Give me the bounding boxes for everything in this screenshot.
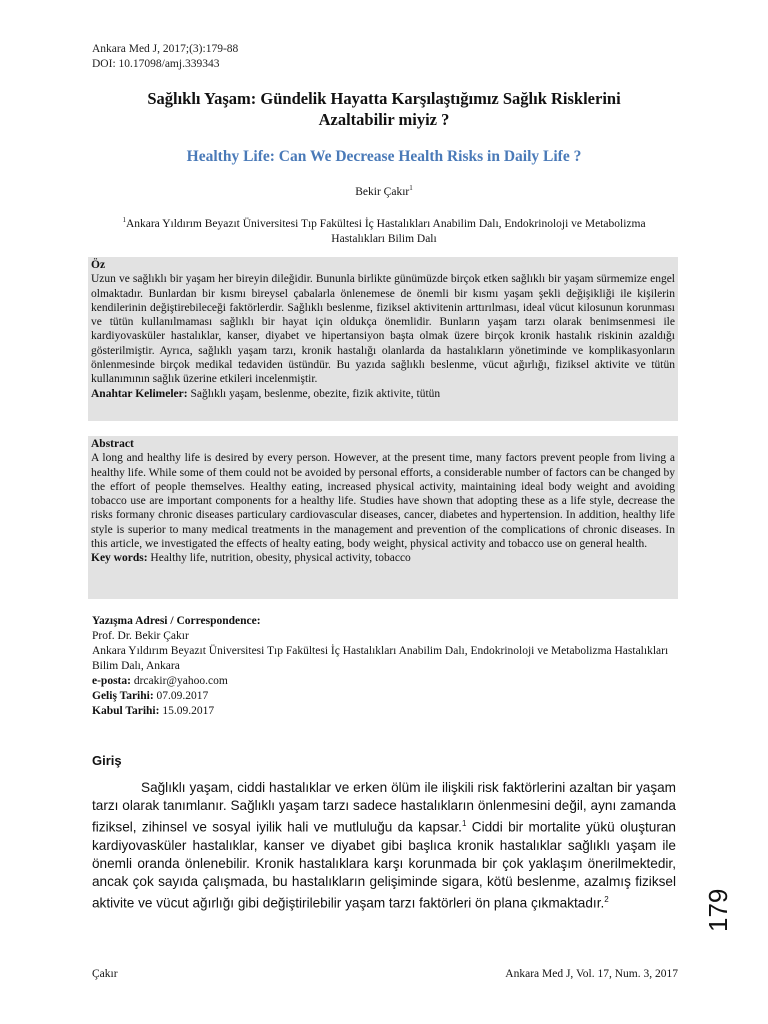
received-label: Geliş Tarihi: (92, 690, 154, 702)
intro-paragraph (92, 779, 676, 912)
affiliation-text: Ankara Yıldırım Beyazıt Üniversitesi Tıp Fakültesi İç Hastalıkları Anabilim Dalı, Endokrinoloji ve Metabolizma Hastalıkları Bilim Dalı (125, 217, 646, 245)
footer-journal: Ankara Med J, Vol. 17, Num. 3, 2017 (505, 968, 678, 980)
intro-heading: Giriş (92, 753, 122, 768)
abstract-keywords (91, 551, 675, 565)
abstract-heading: Abstract (91, 438, 134, 450)
oz-text: Uzun ve sağlıklı bir yaşam her bireyin dileğidir. Bununla birlikte günümüzde birçok etken sağlıklı bir yaşam sürmemize engel olmaktadır. Bunlardan bir kısmı bireysel çabalarla önlenemese de önemli bir kısmı yaşam şekli değişikliği ile kişilerin kendilerinin değiştirebileceği faktörlerdir. Sağlıklı beslenme, fiziksel aktivitenin arttırılması, ideal vücut kilosunun korunması ve tütün kullanılmaması sağlıklı bir hayat için oldukça önemlidir. Bunların yaşam tarzı olarak benimsenmesi ile kardiyovasküler hastalıklar, kanser, diyabet ve hipertansiyon başta olmak üzere birçok kronik hastalık riskinin azaldığı gösterilmiştir. Ayrıca, sağlıklı yaşam tarzı, kronik hastalığı olanlarda da hastalıkların yönetiminde ve komplikasyonların önlenmesinde birçok medikal tedaviden üstündür. Bu yazıda sağlıklı beslenme, vücut ağırlığı, fiziksel aktivite ve tütün kullanımının sağlık üzerine etkileri incelenmiştir. (91, 273, 675, 386)
correspondence-heading: Yazışma Adresi / Correspondence: (92, 615, 261, 627)
intro-text-a: Sağlıklı yaşam, ciddi hastalıklar ve erken ölüm ile ilişkili risk faktörlerini azaltan bir yaşam tarzı olarak tanımlanır. Sağlıklı yaşam tarzı sadece hastalıkların önlenmesini değil, aynı zamanda fiziksel, zihinsel ve sosyal iyilik hali ve mutluluğu da kapsar. (92, 780, 676, 835)
accepted-label: Kabul Tarihi: (92, 705, 160, 717)
author-name: Bekir Çakır (355, 185, 410, 198)
title-turkish (60, 88, 708, 130)
author (40, 184, 728, 198)
accepted-row (92, 704, 682, 719)
intro-text-b: Ciddi bir mortalite yükü oluşturan kardiyovasküler hastalıklar, kanser ve diyabet gibi başlıca kronik hastalıklar sağlıklı yaşam ile önemli oranda önlenebilir. Kronik hastalıklara karşı korunmada bir çok yaklaşım önerilmektedir, ancak çok sayıda çalışmada, bu hastalıkların gelişiminde sigara, kötü beslenme, azalmış fiziksel aktivite ve vücut ağırlığı gibi değiştirilebilir yaşam tarzı faktörleri ön plana çıkmaktadır. (92, 819, 676, 911)
oz-keywords-text: Sağlıklı yaşam, beslenme, obezite, fizik aktivite, tütün (190, 387, 441, 400)
abstract-keywords-label: Key words: (91, 552, 148, 565)
correspondence-name: Prof. Dr. Bekir Çakır (92, 630, 189, 642)
author-sup: 1 (409, 184, 413, 192)
title-turkish-line2: Azaltabilir miyiz ? (318, 110, 450, 129)
doi: DOI: 10.17098/amj.339343 (92, 58, 220, 70)
correspondence-email-row (92, 674, 682, 689)
oz-keywords (91, 387, 675, 401)
title-turkish-line1: Sağlıklı Yaşam: Gündelik Hayatta Karşılaştığımız Sağlık Risklerini (147, 89, 621, 108)
title-english: Healthy Life: Can We Decrease Health Risks in Daily Life ? (186, 148, 582, 165)
intro-ref-2: 2 (604, 894, 609, 904)
received-row (92, 689, 682, 704)
abstract-text: A long and healthy life is desired by every person. However, at the present time, many factors prevent people from living a healthy life. While some of them could not be avoided by personal efforts, a considerable number of factors can be changed by the effort of people themselves. Healthy eating, increased physical activity, maintaining ideal body weight and avoiding tobacco use are important components for a healthy life. Studies have shown that adopting these as a life style, decrease the risks formany chronic diseases particulary cardiovascular diseases, cancer, diabetes and hypertension. In addition, healthy life style is superior to many medical treatments in the management and prevention of the complications of chronic diseases. In this article, we investigated the effects of healty eating, body weight, physical activity and tobacco use on general health. (91, 452, 675, 551)
affiliation-sup: 1 (122, 216, 126, 224)
footer-author: Çakır (92, 968, 118, 980)
correspondence (92, 614, 682, 719)
abstract-box (88, 436, 678, 599)
correspondence-address: Ankara Yıldırım Beyazıt Üniversitesi Tıp Fakültesi İç Hastalıkları Anabilim Dalı, Endokrinoloji ve Metabolizma Hastalıkları Bilim Dalı, Ankara (92, 645, 669, 672)
page-number: 179 (703, 888, 733, 932)
intro-ref-1: 1 (461, 819, 467, 828)
email-value[interactable]: drcakir@yahoo.com (133, 675, 228, 687)
oz-keywords-label: Anahtar Kelimeler: (91, 387, 188, 400)
accepted-date: 15.09.2017 (162, 705, 215, 717)
affiliation (100, 213, 668, 247)
abstract-keywords-text: Healthy life, nutrition, obesity, physical activity, tobacco (150, 552, 411, 565)
journal-header (92, 42, 238, 72)
oz-box (88, 257, 678, 421)
email-label: e-posta: (92, 675, 131, 687)
journal-citation: Ankara Med J, 2017;(3):179-88 (92, 43, 239, 55)
received-date: 07.09.2017 (156, 690, 209, 702)
oz-heading: Öz (91, 259, 106, 271)
